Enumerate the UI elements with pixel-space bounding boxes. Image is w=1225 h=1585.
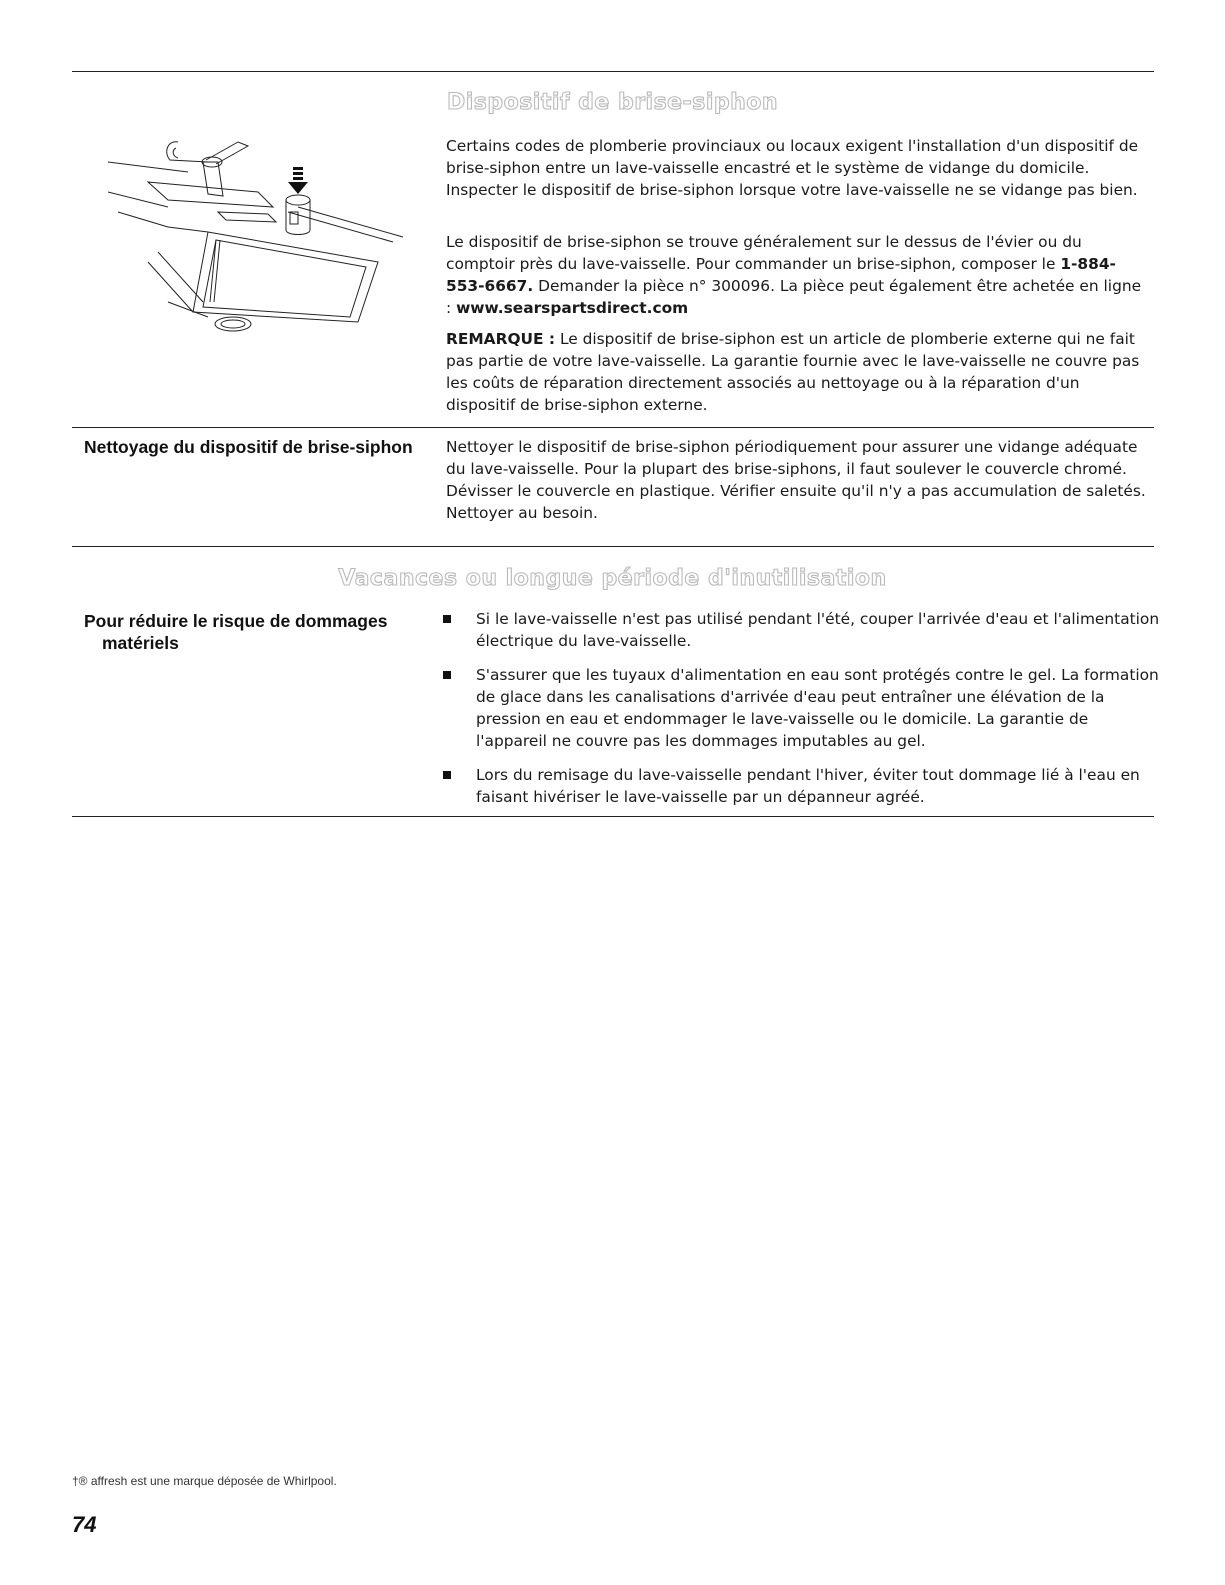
bullet-text: Si le lave-vaisselle n'est pas utilisé pendant l'été, couper l'arrivée d'eau et l'alimentation électrique du lave-vaisselle. xyxy=(476,610,1160,650)
top-divider xyxy=(72,71,1154,72)
bottom-divider xyxy=(72,816,1154,817)
list-item xyxy=(440,764,1160,808)
air-gap-intro-paragraph: Certains codes de plomberie provinciaux ou locaux exigent l'installation d'un dispositif de brise-siphon entre un lave-vaisselle encastré et le système de vidange du domicile. Inspecter le dispositif de brise-siphon lorsque votre lave-vaisselle ne se vidange pas bien. xyxy=(446,137,1139,199)
note-text: Le dispositif de brise-siphon est un article de plomberie externe qui ne fait pas partie de votre lave-vaisselle. La garantie fournie avec le lave-vaisselle ne couvre pas les coûts de réparation directement associés au nettoyage ou à la réparation d'un dispositif de brise-siphon externe. xyxy=(446,330,1140,414)
location-text: Le dispositif de brise-siphon se trouve généralement sur le dessus de l'évier ou du comptoir près du lave-vaisselle. Pour commander un brise-siphon, composer le xyxy=(446,233,1082,273)
divider-vacation xyxy=(72,546,1154,547)
bullet-text: Lors du remisage du lave-vaisselle pendant l'hiver, éviter tout dommage lié à l'eau en faisant hivériser le lave-vaisselle par un dépanneur agréé. xyxy=(476,766,1140,806)
sink-air-gap-illustration xyxy=(108,112,408,352)
divider-cleaning xyxy=(72,427,1154,428)
list-item xyxy=(440,664,1160,752)
cleaning-paragraph: Nettoyer le dispositif de brise-siphon périodiquement pour assurer une vidange adéquate du lave-vaisselle. Pour la plupart des brise-siphons, il faut soulever le couvercle chromé. Dévisser le couvercle en plastique. Vérifier ensuite qu'il n'y a pas accumulation de saletés. Nettoyer au besoin. xyxy=(446,438,1146,522)
note-label: REMARQUE : xyxy=(446,330,556,348)
trademark-footnote: †® affresh est une marque déposée de Whirlpool. xyxy=(72,1474,337,1488)
section-title-air-gap: Dispositif de brise-siphon xyxy=(446,90,779,115)
page-number: 74 xyxy=(72,1512,97,1537)
vacation-bullet-list xyxy=(440,608,1160,820)
air-gap-note-paragraph xyxy=(446,328,1146,416)
bullet-text: S'assurer que les tuyaux d'alimentation en eau sont protégés contre le gel. La formation de glace dans les canalisations d'arrivée d'eau peut entraîner une élévation de la pression en eau et endommager le lave-vaisselle ou le domicile. La garantie de l'appareil ne couvre pas les dommages imputables au gel. xyxy=(476,666,1159,750)
part-text: Demander la pièce n° 300096. La pièce peut également être achetée en ligne : xyxy=(446,277,1142,317)
air-gap-location-paragraph xyxy=(446,231,1146,319)
list-item xyxy=(440,608,1160,652)
website-link[interactable]: www.searspartsdirect.com xyxy=(456,299,689,317)
vacation-heading: Pour réduire le risque de dommages matériels xyxy=(84,611,388,653)
section-title-vacation: Vacances ou longue période d'inutilisation xyxy=(338,566,887,591)
bullet-square-icon xyxy=(443,671,451,679)
bullet-square-icon xyxy=(443,615,451,623)
cleaning-heading: Nettoyage du dispositif de brise-siphon xyxy=(84,437,413,457)
phone-number: 1-884-553-6667. xyxy=(446,255,1116,295)
bullet-square-icon xyxy=(443,771,451,779)
